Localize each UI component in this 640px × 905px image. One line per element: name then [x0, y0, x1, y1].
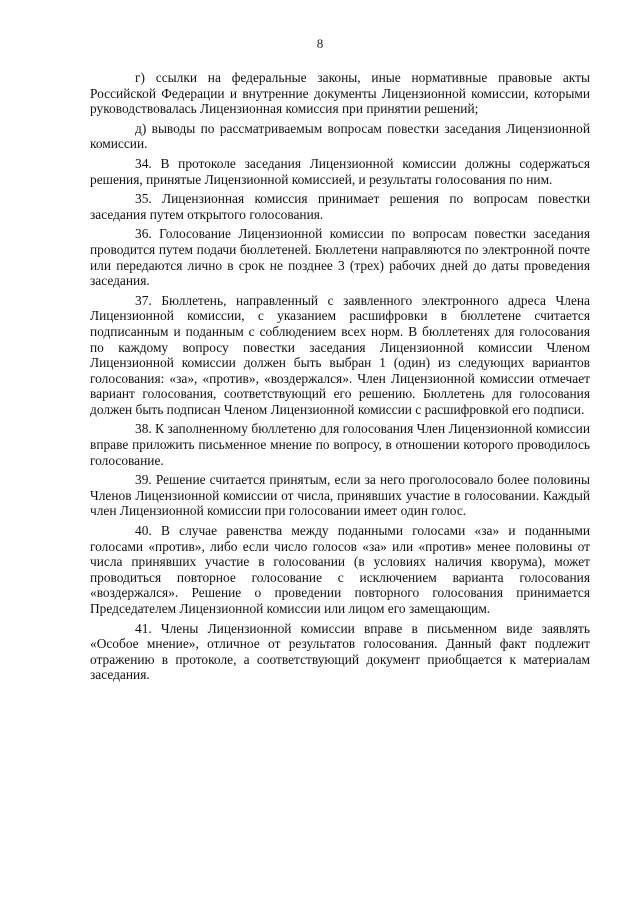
document-body — [90, 70, 590, 687]
paragraph-36: 36. Голосование Лицензионной комиссии по вопросам повестки заседания проводится путем подачи бюллетеней. Бюллетени направляются по электронной почте или передаются лично в срок не позднее 3 (трех) рабочих дней до даты проведения заседания. — [90, 226, 590, 289]
paragraph-39: 39. Решение считается принятым, если за него проголосовало более половины Членов Лицензионной комиссии от числа, принявших участие в голосовании. Каждый член Лицензионной комиссии при голосовании имеет один голос. — [90, 472, 590, 519]
paragraph-35: 35. Лицензионная комиссия принимает решения по вопросам повестки заседания путем открытого голосования. — [90, 191, 590, 222]
paragraph-item-d: д) выводы по рассматриваемым вопросам повестки заседания Лицензионной комиссии. — [90, 120, 590, 152]
paragraph-item-g: г) ссылки на федеральные законы, иные нормативные правовые акты Российской Федерации и внутренние документы Лицензионной комиссии, которыми руководствовалась Лицензионная комиссия при принятии решений; — [90, 70, 590, 117]
paragraph-34: 34. В протоколе заседания Лицензионной комиссии должны содержаться решения, принятые Лицензионной комиссией, и результаты голосования по ним. — [90, 155, 590, 187]
paragraph-37: 37. Бюллетень, направленный с заявленного электронного адреса Члена Лицензионной комиссии, с указанием расшифровки в бюллетене считается подписанным и поданным с соблюдением всех норм. В бюллетенях для голосования по каждому вопросу повестки заседания Лицензионной комиссии Членом Лицензионной комиссии должен быть выбран 1 (один) из следующих вариантов голосования: «за», «против», «воздержался». Член Лицензионной комиссии отмечает вариант голосования, соответствующий его решению. Бюллетень для голосования должен быть подписан Членом Лицензионной комиссии с расшифровкой его подписи. — [90, 292, 590, 417]
paragraph-41: 41. Члены Лицензионной комиссии вправе в письменном виде заявлять «Особое мнение», отличное от результатов голосования. Данный факт подлежит отражению в протоколе, а соответствующий документ приобщается к материалам заседания. — [90, 620, 590, 683]
paragraph-38: 38. К заполненному бюллетеню для голосования Член Лицензионной комиссии вправе приложить письменное мнение по вопросу, в отношении которого проводилось голосование. — [90, 421, 590, 468]
paragraph-40: 40. В случае равенства между поданными голосами «за» и поданными голосами «против», либо если число голосов «за» или «против» менее половины от числа принявших участие в голосовании (в условиях наличия кворума), может проводиться повторное голосование с исключением варианта голосования «воздержался». Решение о проведении повторного голосования принимается Председателем Лицензионной комиссии или лицом его замещающим. — [90, 523, 590, 616]
page-number: 8 — [316, 36, 324, 51]
